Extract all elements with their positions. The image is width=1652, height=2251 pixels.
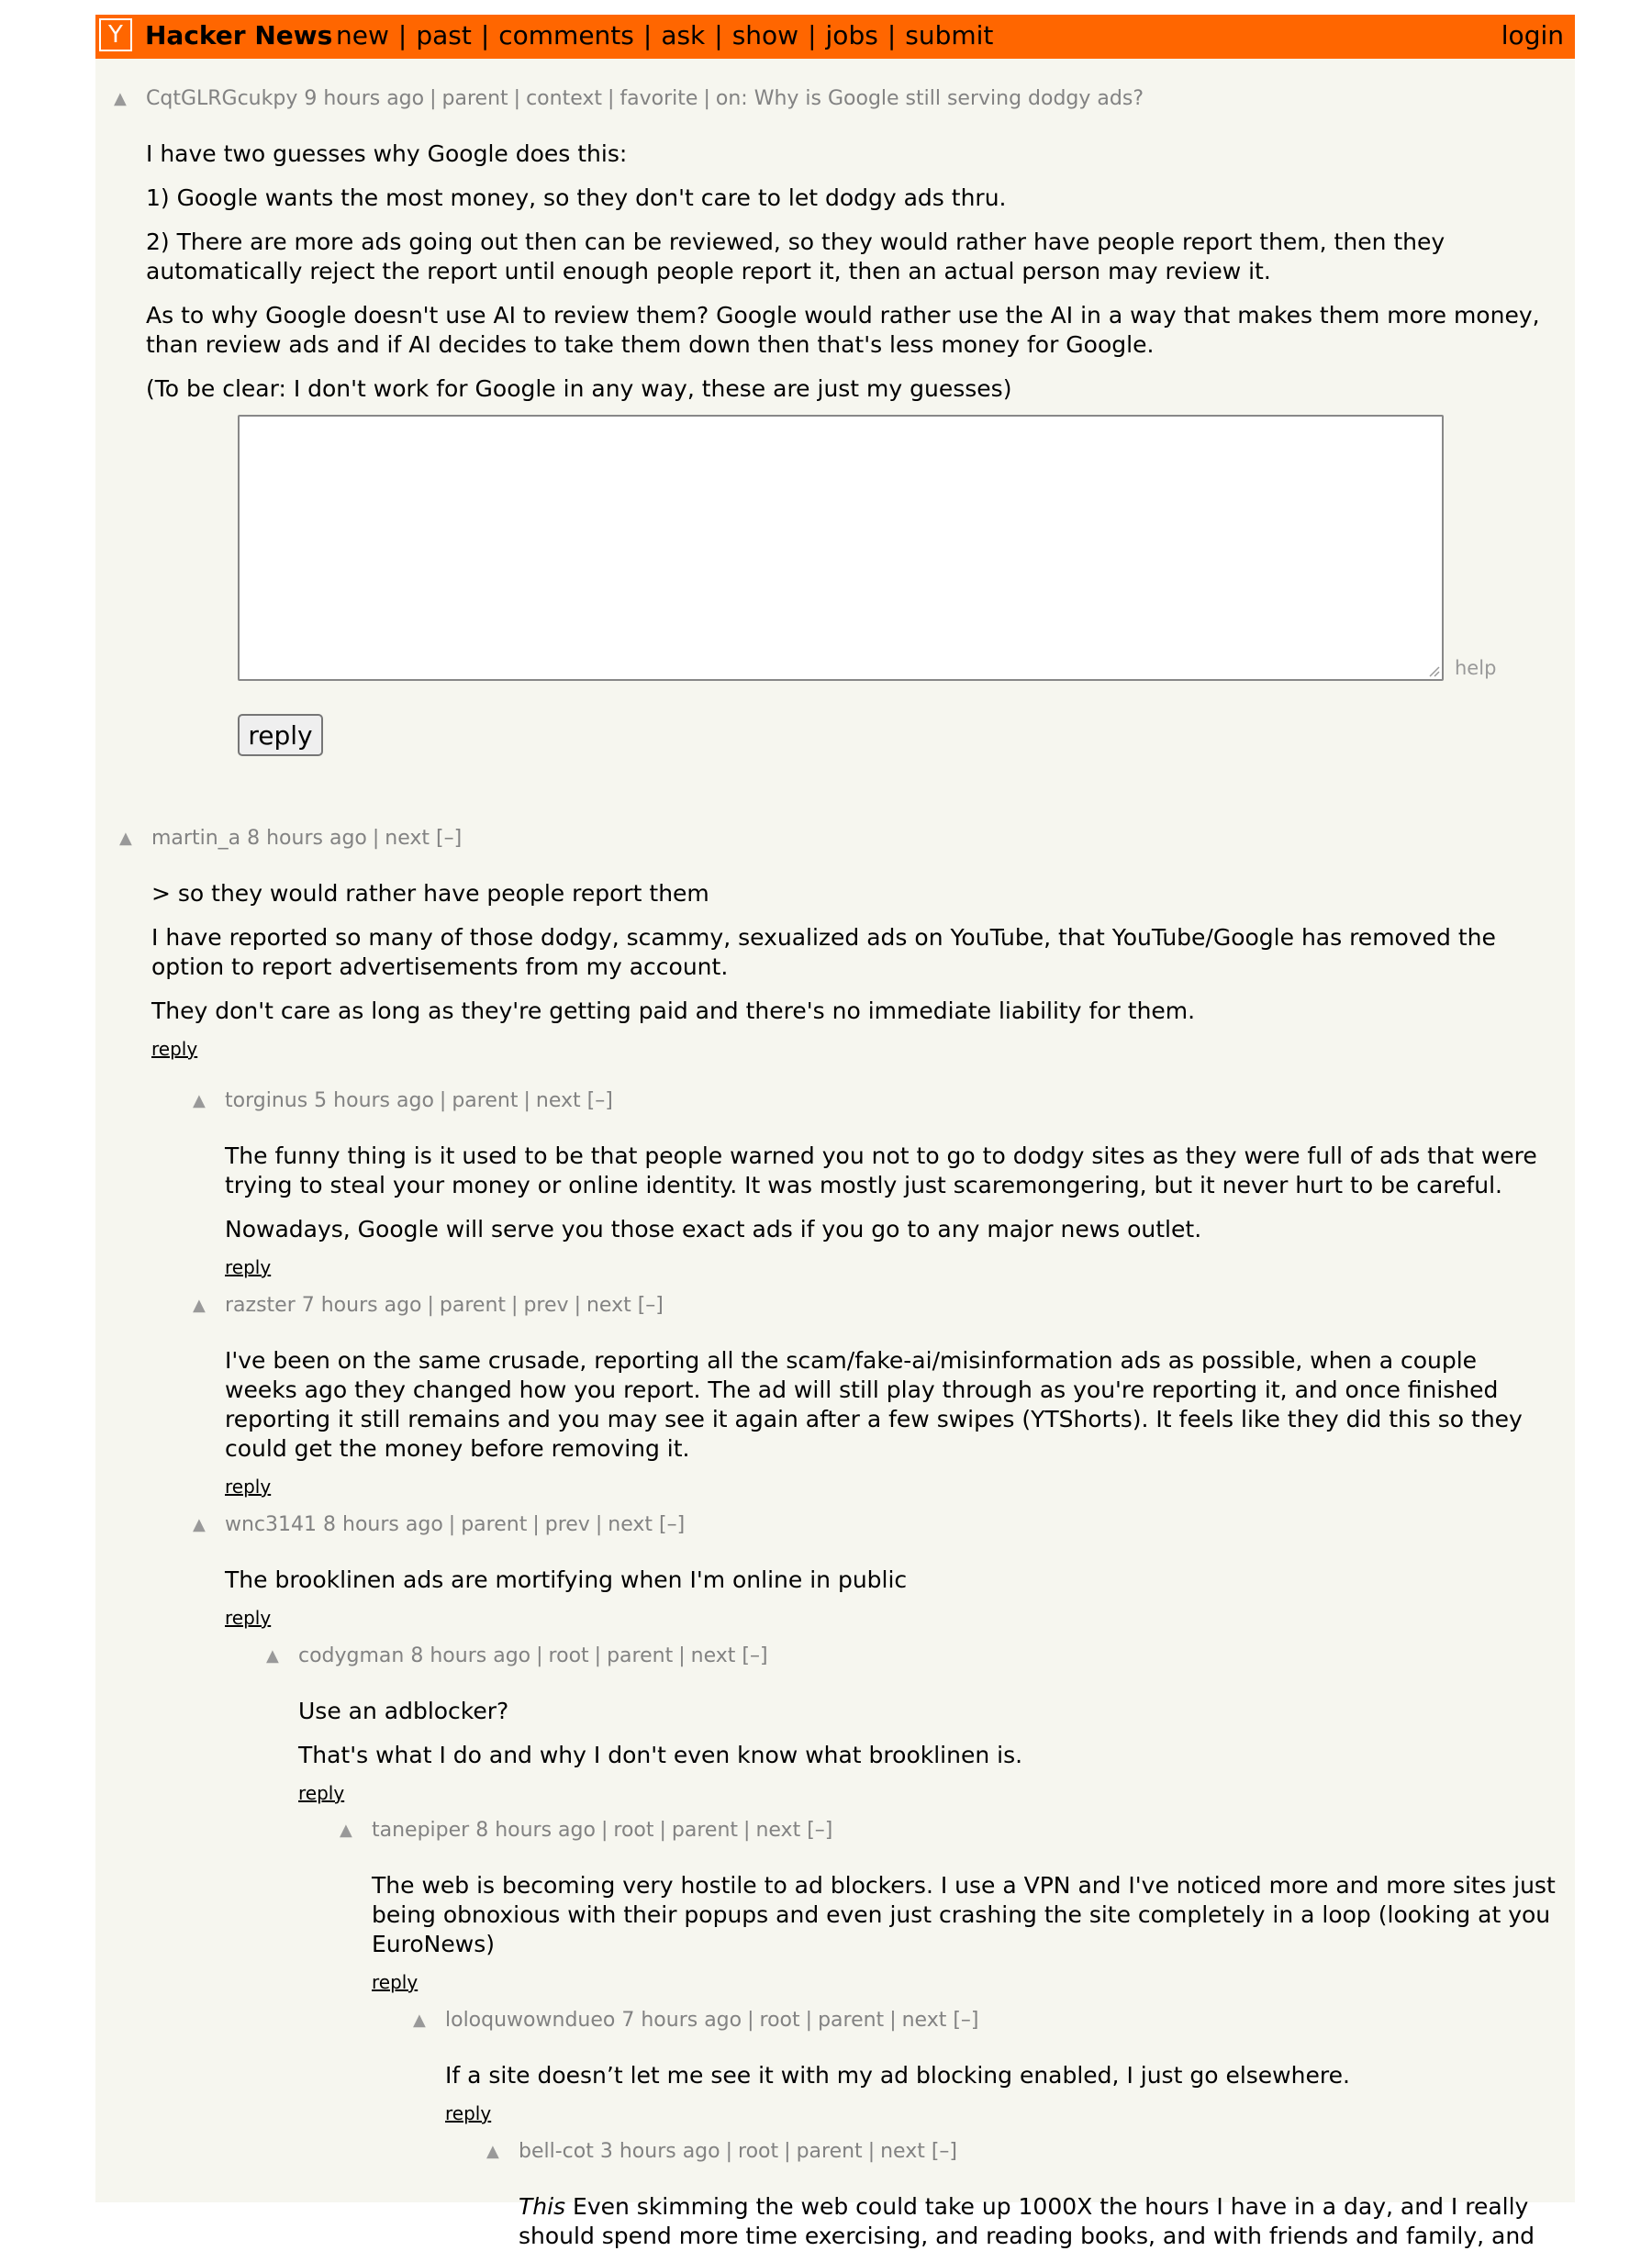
meta-separator: | (430, 87, 437, 110)
meta-separator: | (747, 2009, 754, 2032)
comment-age[interactable]: 7 hours ago (301, 1294, 422, 1317)
comment-age[interactable]: 8 hours ago (323, 1513, 443, 1536)
comment-meta (225, 1512, 685, 1538)
nav-ask[interactable]: ask (661, 20, 706, 50)
resize-grip-icon[interactable] (1430, 667, 1439, 676)
next-link[interactable]: next [–] (586, 1294, 664, 1317)
comment-user[interactable]: bell-cot (519, 2140, 594, 2163)
comment-meta (519, 2139, 957, 2165)
comment-paragraph: That's what I do and why I don't even know what brooklinen is. (298, 1742, 1023, 1768)
comment-text (372, 1871, 1556, 1994)
comment-paragraph: Nowadays, Google will serve you those exact ads if you go to any major news outlet. (225, 1216, 1202, 1243)
reply-link[interactable]: reply (225, 1607, 272, 1629)
meta-separator: | (595, 1513, 603, 1536)
upvote-arrow-icon[interactable]: ▲ (193, 1296, 206, 1315)
comment-paragraph-text: Even skimming the web could take up 1000X the hours I have in a day, and I really should spend more time exercising, and reading books, and with friends and family, and (519, 2193, 1535, 2249)
meta-separator: | (536, 1644, 543, 1667)
next-link[interactable]: next [–] (385, 827, 463, 850)
nav-comments[interactable]: comments (498, 20, 634, 50)
parent-link[interactable]: parent (441, 87, 508, 110)
emphasis-text: This (519, 2193, 566, 2220)
nav-separator: | (714, 20, 723, 50)
parent-link[interactable]: parent (671, 1819, 739, 1842)
comment-paragraph: The brooklinen ads are mortifying when I'm online in public (225, 1566, 908, 1593)
comment-meta (372, 1818, 832, 1844)
comment-paragraph: (To be clear: I don't work for Google in any way, these are just my guesses) (146, 375, 1012, 402)
comment-text (225, 1346, 1556, 1499)
comment-text (298, 1697, 1556, 1805)
comment-user[interactable]: codygman (298, 1644, 405, 1667)
comment-age[interactable]: 9 hours ago (304, 87, 425, 110)
reply-button[interactable]: reply (238, 714, 323, 756)
root-link[interactable]: root (613, 1819, 654, 1842)
comment-age[interactable]: 5 hours ago (314, 1089, 434, 1112)
reply-textarea[interactable] (238, 415, 1444, 681)
comment-paragraph: As to why Google doesn't use AI to review them? Google would rather use the AI in a way that makes them more money, than review ads and if AI decides to take them down then that's less money for Google. (146, 302, 1540, 358)
comment-meta (151, 826, 462, 852)
comment-meta (225, 1293, 664, 1319)
comment-paragraph: I've been on the same crusade, reporting all the scam/fake-ai/misinformation ads as possible, when a couple weeks ago they changed how you report. The ad will still play through as you're reporting it, and once finished reporting it still remains and you may see it again after a few swipes (YTShorts). It feels like they did this so they could get the money before removing it. (225, 1347, 1523, 1462)
comment-user[interactable]: martin_a (151, 827, 241, 850)
nav-new[interactable]: new (336, 20, 389, 50)
comment-user[interactable]: wnc3141 (225, 1513, 318, 1536)
reply-link[interactable]: reply (445, 2102, 492, 2124)
meta-separator: | (439, 1089, 447, 1112)
top-bar (95, 15, 1575, 59)
comment-age[interactable]: 8 hours ago (475, 1819, 596, 1842)
root-link[interactable]: root (738, 2140, 779, 2163)
parent-link[interactable]: parent (461, 1513, 528, 1536)
meta-separator: | (574, 1294, 581, 1317)
comment-text (225, 1566, 1556, 1630)
upvote-arrow-icon[interactable]: ▲ (193, 1091, 206, 1110)
comment-meta (146, 86, 1144, 112)
next-link[interactable]: next [–] (608, 1513, 686, 1536)
comment-age[interactable]: 7 hours ago (621, 2009, 742, 2032)
site-title-link[interactable]: Hacker News (145, 20, 333, 50)
comment-paragraph: If a site doesn’t let me see it with my ad blocking enabled, I just go elsewhere. (445, 2062, 1350, 2089)
nav-separator: | (480, 20, 490, 50)
comment-age[interactable]: 3 hours ago (599, 2140, 720, 2163)
comment-paragraph: 2) There are more ads going out then can be reviewed, so they would rather have people report them, then they automatically reject the report until enough people report it, then an actual person may review it. (146, 228, 1446, 284)
page (95, 15, 1575, 2249)
comment-age[interactable]: 8 hours ago (410, 1644, 531, 1667)
comment-user[interactable]: CqtGLRGcukpy (146, 87, 298, 110)
comment-user[interactable]: torginus (225, 1089, 308, 1112)
comment-text (151, 879, 1574, 1061)
parent-link[interactable]: parent (439, 1294, 507, 1317)
comment-text (519, 2192, 1556, 2251)
nav-separator: | (887, 20, 897, 50)
meta-separator: | (678, 1644, 686, 1667)
meta-separator: | (867, 2140, 876, 2163)
root-link[interactable]: root (548, 1644, 589, 1667)
comment-paragraph: The funny thing is it used to be that people warned you not to go to dodgy sites as they were full of ads that were trying to steal your money or online identity. It was mostly just scaremongering, but it never hurt to be careful. (225, 1142, 1537, 1198)
comment-paragraph: 1) Google wants the most money, so they don't care to let dodgy ads thru. (146, 184, 1007, 211)
meta-separator: | (523, 1089, 530, 1112)
prev-link[interactable]: prev (523, 1294, 569, 1317)
nav-show[interactable]: show (731, 20, 799, 50)
upvote-arrow-icon[interactable]: ▲ (114, 89, 127, 108)
upvote-arrow-icon[interactable]: ▲ (193, 1515, 206, 1534)
on-label: on: (715, 87, 748, 110)
next-link[interactable]: next [–] (755, 1819, 833, 1842)
nav-jobs[interactable]: jobs (825, 20, 878, 50)
comment-text (225, 1142, 1556, 1279)
next-link[interactable]: next [–] (690, 1644, 768, 1667)
reply-link[interactable]: reply (225, 1476, 272, 1498)
y-logo[interactable]: Y (99, 18, 132, 51)
prev-link[interactable]: prev (544, 1513, 590, 1536)
help-link[interactable]: help (1455, 657, 1497, 679)
comment-user[interactable]: razster (225, 1294, 296, 1317)
meta-separator: | (532, 1513, 540, 1536)
reply-link[interactable]: reply (298, 1782, 345, 1804)
meta-separator: | (725, 2140, 733, 2163)
story-title-link[interactable]: Why is Google still serving dodgy ads? (753, 87, 1144, 110)
meta-separator: | (805, 2009, 813, 2032)
next-link[interactable]: next [–] (535, 1089, 613, 1112)
comment-text (445, 2061, 1556, 2125)
comment-paragraph (519, 2192, 1556, 2251)
reply-link[interactable]: reply (225, 1256, 272, 1278)
comment-user[interactable]: loloquwowndueo (445, 2009, 616, 2032)
reply-link[interactable]: reply (372, 1971, 419, 1993)
meta-separator: | (600, 1819, 608, 1842)
next-link[interactable]: next [–] (880, 2140, 958, 2163)
upvote-arrow-icon[interactable]: ▲ (413, 2011, 426, 2030)
parent-link[interactable]: parent (818, 2009, 885, 2032)
comment-paragraph: I have two guesses why Google does this: (146, 140, 628, 167)
meta-separator: | (372, 827, 380, 850)
reply-link[interactable]: reply (151, 1038, 198, 1060)
meta-separator: | (594, 1644, 602, 1667)
upvote-arrow-icon[interactable]: ▲ (266, 1646, 279, 1666)
meta-separator: | (703, 87, 710, 110)
nav-separator: | (808, 20, 817, 50)
meta-separator: | (427, 1294, 434, 1317)
comment-paragraph: The web is becoming very hostile to ad blockers. I use a VPN and I've noticed more and more sites just being obnoxious with their popups and even just crashing the site completely in a loop (looking at you EuroNews) (372, 1872, 1556, 1957)
nav-past[interactable]: past (416, 20, 472, 50)
nav-separator: | (397, 20, 407, 50)
comment-paragraph: I have reported so many of those dodgy, scammy, sexualized ads on YouTube, that YouTube/Google has removed the option to report advertisements from my account. (151, 924, 1496, 980)
comment-text (146, 139, 1550, 404)
upvote-arrow-icon[interactable]: ▲ (486, 2142, 499, 2161)
next-link[interactable]: next [–] (901, 2009, 979, 2032)
meta-separator: | (784, 2140, 791, 2163)
comment-meta (225, 1088, 613, 1114)
meta-separator: | (659, 1819, 666, 1842)
upvote-arrow-icon[interactable]: ▲ (119, 829, 132, 848)
comment-age[interactable]: 8 hours ago (247, 827, 367, 850)
comment-user[interactable]: tanepiper (372, 1819, 470, 1842)
main-nav (336, 19, 993, 52)
meta-separator: | (743, 1819, 751, 1842)
comment-paragraph: Use an adblocker? (298, 1698, 509, 1724)
nav-submit[interactable]: submit (905, 20, 994, 50)
comment-paragraph: > so they would rather have people report them (151, 880, 709, 907)
upvote-arrow-icon[interactable]: ▲ (340, 1821, 352, 1840)
favorite-link[interactable]: favorite (620, 87, 698, 110)
meta-separator: | (889, 2009, 897, 2032)
parent-link[interactable]: parent (452, 1089, 519, 1112)
meta-separator: | (513, 87, 521, 110)
comment-paragraph: They don't care as long as they're getting paid and there's no immediate liability for them. (151, 997, 1196, 1024)
meta-separator: | (448, 1513, 456, 1536)
parent-link[interactable]: parent (607, 1644, 674, 1667)
comment-meta (445, 2008, 979, 2034)
context-link[interactable]: context (526, 87, 602, 110)
login-link[interactable]: login (1501, 20, 1564, 50)
parent-link[interactable]: parent (796, 2140, 863, 2163)
meta-separator: | (511, 1294, 519, 1317)
nav-separator: | (642, 20, 653, 50)
root-link[interactable]: root (759, 2009, 800, 2032)
meta-separator: | (608, 87, 615, 110)
comment-meta (298, 1644, 768, 1669)
